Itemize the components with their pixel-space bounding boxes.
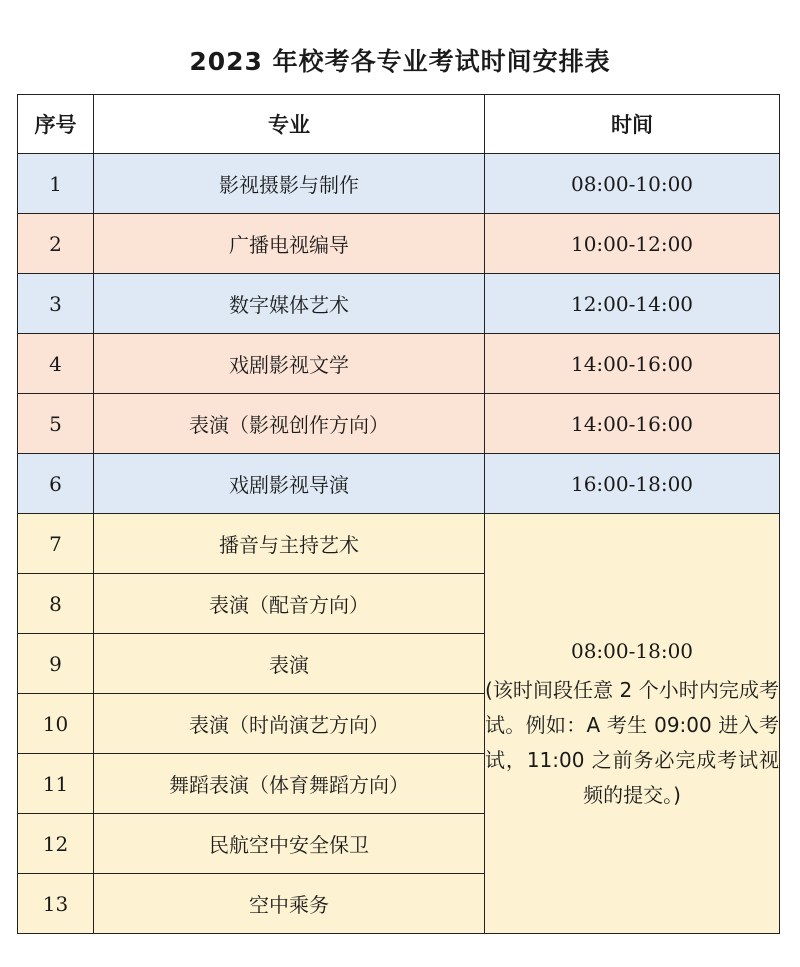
table-header-row xyxy=(18,95,780,154)
row-major: 戏剧影视文学 xyxy=(94,334,485,394)
row-major: 影视摄影与制作 xyxy=(94,154,485,214)
header-index: 序号 xyxy=(18,95,94,154)
table-row xyxy=(18,274,780,334)
row-index: 6 xyxy=(18,454,94,514)
row-major: 广播电视编导 xyxy=(94,214,485,274)
row-time: 08:00-10:00 xyxy=(485,154,780,214)
row-index: 3 xyxy=(18,274,94,334)
row-index: 8 xyxy=(18,574,94,634)
row-major: 戏剧影视导演 xyxy=(94,454,485,514)
row-major: 表演（时尚演艺方向） xyxy=(94,694,485,754)
schedule-table xyxy=(17,94,780,934)
row-time: 14:00-16:00 xyxy=(485,394,780,454)
row-index: 9 xyxy=(18,634,94,694)
row-major: 数字媒体艺术 xyxy=(94,274,485,334)
row-major: 播音与主持艺术 xyxy=(94,514,485,574)
row-index: 4 xyxy=(18,334,94,394)
merged-time-range: 08:00-18:00 xyxy=(570,639,694,663)
row-index: 7 xyxy=(18,514,94,574)
header-major: 专业 xyxy=(94,95,485,154)
row-time: 14:00-16:00 xyxy=(485,334,780,394)
row-major: 民航空中安全保卫 xyxy=(94,814,485,874)
table-row xyxy=(18,214,780,274)
row-index: 11 xyxy=(18,754,94,814)
row-major: 表演（影视创作方向） xyxy=(94,394,485,454)
merged-time-note: (该时间段任意 2 个小时内完成考试。例如：A 考生 09:00 进入考试，11:00 之前务必完成考试视频的提交。) xyxy=(485,678,779,807)
table-row xyxy=(18,154,780,214)
row-major: 表演（配音方向） xyxy=(94,574,485,634)
row-index: 1 xyxy=(18,154,94,214)
page-title: 2023 年校考各专业考试时间安排表 xyxy=(189,47,611,76)
row-index: 10 xyxy=(18,694,94,754)
table-row xyxy=(18,454,780,514)
row-time: 16:00-18:00 xyxy=(485,454,780,514)
row-major: 表演 xyxy=(94,634,485,694)
row-time: 12:00-14:00 xyxy=(485,274,780,334)
table-row xyxy=(18,334,780,394)
row-index: 2 xyxy=(18,214,94,274)
header-time: 时间 xyxy=(485,95,780,154)
merged-time-cell xyxy=(485,514,780,934)
row-index: 13 xyxy=(18,874,94,934)
row-index: 5 xyxy=(18,394,94,454)
row-major: 舞蹈表演（体育舞蹈方向） xyxy=(94,754,485,814)
row-time: 10:00-12:00 xyxy=(485,214,780,274)
row-major: 空中乘务 xyxy=(94,874,485,934)
table-row xyxy=(18,514,780,574)
table-row xyxy=(18,394,780,454)
row-index: 12 xyxy=(18,814,94,874)
